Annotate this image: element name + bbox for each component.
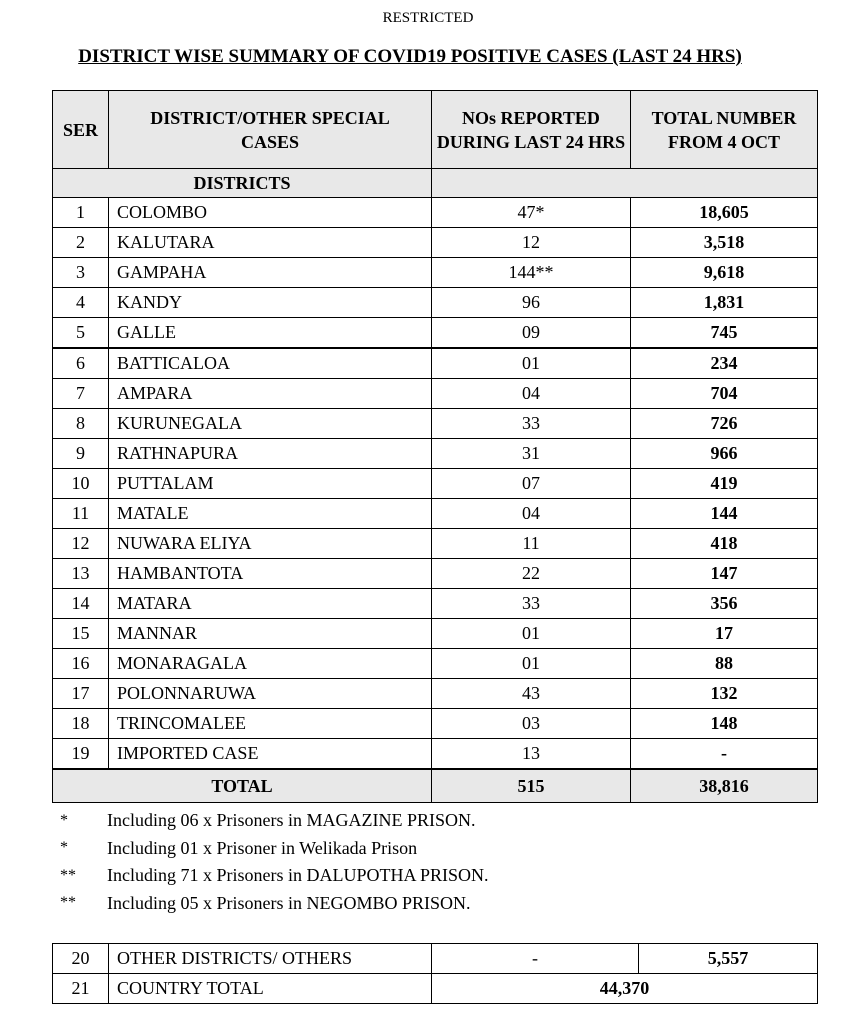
row-ser: 10 — [53, 469, 109, 499]
row-ser: 2 — [53, 228, 109, 258]
table-row — [53, 228, 818, 258]
row-total: 418 — [631, 529, 818, 559]
row-total: - — [631, 739, 818, 770]
table-row — [53, 379, 818, 409]
summary-table — [52, 943, 818, 1004]
footnote — [60, 862, 660, 890]
summary-ser: 20 — [53, 944, 109, 974]
row-last24: 07 — [432, 469, 631, 499]
row-district: IMPORTED CASE — [109, 739, 432, 770]
row-total: 1,831 — [631, 288, 818, 318]
total-label: TOTAL — [53, 769, 432, 803]
row-district: KURUNEGALA — [109, 409, 432, 439]
table-row — [53, 439, 818, 469]
table-row — [53, 258, 818, 288]
row-ser: 3 — [53, 258, 109, 288]
row-district: RATHNAPURA — [109, 439, 432, 469]
district-cases-table — [52, 90, 818, 803]
footnote-text: Including 05 x Prisoners in NEGOMBO PRISON. — [107, 892, 471, 913]
row-total: 17 — [631, 619, 818, 649]
row-last24: 04 — [432, 499, 631, 529]
footnote — [60, 807, 660, 835]
total-last24: 515 — [432, 769, 631, 803]
total-row — [53, 769, 818, 803]
row-ser: 9 — [53, 439, 109, 469]
footnote-mark: * — [60, 811, 68, 829]
row-district: POLONNARUWA — [109, 679, 432, 709]
row-last24: 11 — [432, 529, 631, 559]
row-ser: 11 — [53, 499, 109, 529]
row-last24: 03 — [432, 709, 631, 739]
summary-name: COUNTRY TOTAL — [109, 974, 432, 1004]
header-ser: SER — [53, 91, 109, 169]
table-row — [53, 529, 818, 559]
row-district: GAMPAHA — [109, 258, 432, 288]
section-blank — [432, 169, 818, 198]
row-district: AMPARA — [109, 379, 432, 409]
row-total: 147 — [631, 559, 818, 589]
table-row — [53, 739, 818, 770]
table-row — [53, 318, 818, 349]
row-ser: 17 — [53, 679, 109, 709]
row-district: MANNAR — [109, 619, 432, 649]
row-ser: 13 — [53, 559, 109, 589]
row-ser: 19 — [53, 739, 109, 770]
row-ser: 8 — [53, 409, 109, 439]
row-district: BATTICALOA — [109, 348, 432, 379]
footnotes — [60, 807, 660, 917]
row-total: 419 — [631, 469, 818, 499]
row-ser: 12 — [53, 529, 109, 559]
row-ser: 5 — [53, 318, 109, 349]
row-ser: 15 — [53, 619, 109, 649]
table-row — [53, 709, 818, 739]
summary-ser: 21 — [53, 974, 109, 1004]
row-district: HAMBANTOTA — [109, 559, 432, 589]
row-last24: 96 — [432, 288, 631, 318]
table-row — [53, 649, 818, 679]
row-ser: 6 — [53, 348, 109, 379]
total-cumulative: 38,816 — [631, 769, 818, 803]
footnote-mark: * — [60, 839, 68, 857]
row-ser: 7 — [53, 379, 109, 409]
row-last24: 47* — [432, 198, 631, 228]
footnote — [60, 890, 660, 918]
table-row — [53, 679, 818, 709]
row-total: 234 — [631, 348, 818, 379]
table-row — [53, 589, 818, 619]
summary-row — [53, 944, 818, 974]
row-district: NUWARA ELIYA — [109, 529, 432, 559]
row-last24: 33 — [432, 589, 631, 619]
row-district: MATARA — [109, 589, 432, 619]
header-district: DISTRICT/OTHER SPECIAL CASES — [109, 91, 432, 169]
table-row — [53, 499, 818, 529]
summary-name: OTHER DISTRICTS/ OTHERS — [109, 944, 432, 974]
table-row — [53, 288, 818, 318]
row-total: 18,605 — [631, 198, 818, 228]
footnote-text: Including 06 x Prisoners in MAGAZINE PRISON. — [107, 810, 476, 831]
district-rows — [53, 198, 818, 770]
row-ser: 14 — [53, 589, 109, 619]
row-district: PUTTALAM — [109, 469, 432, 499]
row-last24: 43 — [432, 679, 631, 709]
row-last24: 09 — [432, 318, 631, 349]
row-last24: 31 — [432, 439, 631, 469]
footnote-mark: ** — [60, 894, 76, 912]
row-total: 356 — [631, 589, 818, 619]
row-last24: 144** — [432, 258, 631, 288]
row-total: 745 — [631, 318, 818, 349]
row-last24: 01 — [432, 619, 631, 649]
row-total: 9,618 — [631, 258, 818, 288]
row-total: 132 — [631, 679, 818, 709]
row-last24: 22 — [432, 559, 631, 589]
row-last24: 04 — [432, 379, 631, 409]
table-header-row — [53, 91, 818, 169]
summary-row — [53, 974, 818, 1004]
row-district: TRINCOMALEE — [109, 709, 432, 739]
row-district: GALLE — [109, 318, 432, 349]
table-row — [53, 559, 818, 589]
footnote-text: Including 01 x Prisoner in Welikada Prison — [107, 837, 418, 858]
table-row — [53, 469, 818, 499]
row-last24: 01 — [432, 348, 631, 379]
table-row — [53, 348, 818, 379]
row-total: 144 — [631, 499, 818, 529]
header-total: TOTAL NUMBER FROM 4 OCT — [631, 91, 818, 169]
row-total: 88 — [631, 649, 818, 679]
header-last24: NOs REPORTED DURING LAST 24 HRS — [432, 91, 631, 169]
footnote — [60, 835, 660, 863]
footnote-text: Including 71 x Prisoners in DALUPOTHA PRISON. — [107, 865, 489, 886]
footnote-mark: ** — [60, 866, 76, 884]
summary-last24: - — [432, 944, 639, 974]
summary-total: 44,370 — [432, 974, 818, 1004]
section-districts-row — [53, 169, 818, 198]
table-row — [53, 619, 818, 649]
row-ser: 18 — [53, 709, 109, 739]
row-ser: 16 — [53, 649, 109, 679]
row-last24: 12 — [432, 228, 631, 258]
row-district: KALUTARA — [109, 228, 432, 258]
section-label: DISTRICTS — [53, 169, 432, 198]
row-total: 3,518 — [631, 228, 818, 258]
row-last24: 01 — [432, 649, 631, 679]
row-total: 704 — [631, 379, 818, 409]
row-ser: 1 — [53, 198, 109, 228]
row-district: COLOMBO — [109, 198, 432, 228]
table-row — [53, 198, 818, 228]
row-last24: 33 — [432, 409, 631, 439]
row-total: 726 — [631, 409, 818, 439]
row-ser: 4 — [53, 288, 109, 318]
row-total: 966 — [631, 439, 818, 469]
row-total: 148 — [631, 709, 818, 739]
classification-label: RESTRICTED — [382, 10, 474, 26]
table-row — [53, 409, 818, 439]
row-district: MATALE — [109, 499, 432, 529]
summary-total: 5,557 — [639, 944, 818, 974]
row-district: KANDY — [109, 288, 432, 318]
page-title: DISTRICT WISE SUMMARY OF COVID19 POSITIVE CASES (LAST 24 HRS) — [78, 46, 742, 67]
row-last24: 13 — [432, 739, 631, 770]
row-district: MONARAGALA — [109, 649, 432, 679]
